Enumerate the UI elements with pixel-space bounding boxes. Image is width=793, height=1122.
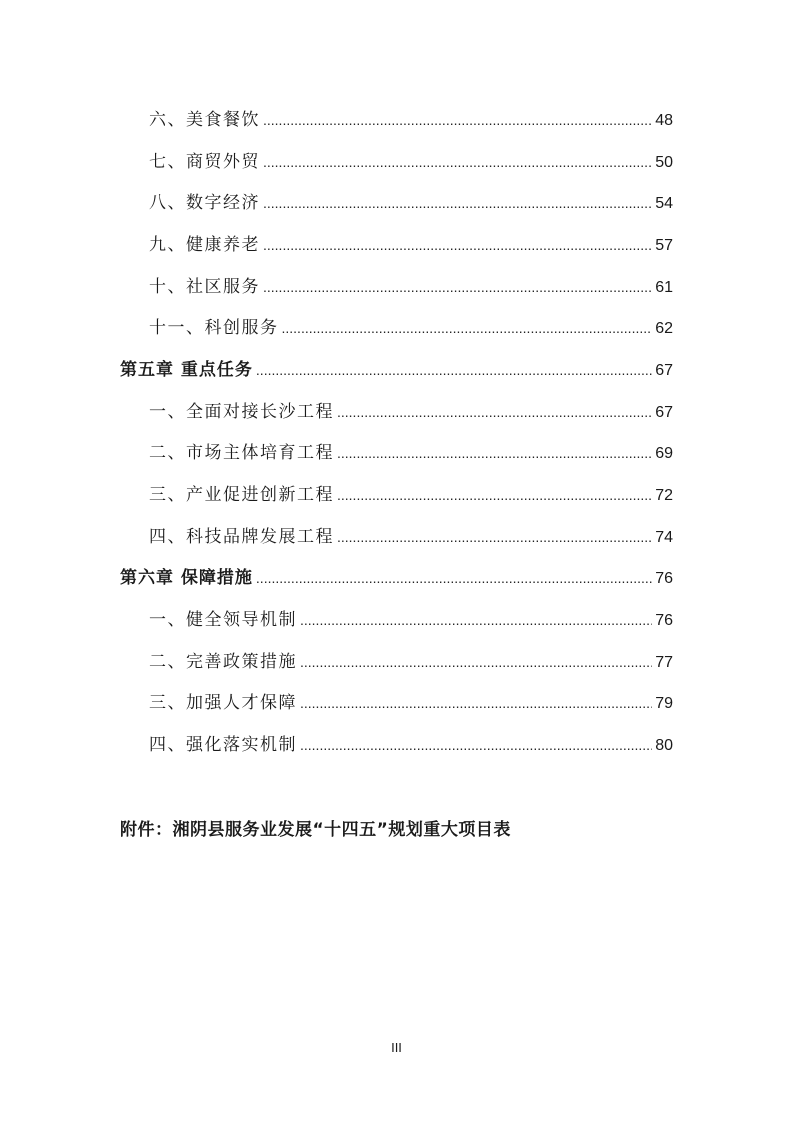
toc-dot-leader	[337, 487, 652, 503]
toc-entry-talent[interactable]	[149, 688, 673, 716]
toc-entry-health-elderly[interactable]	[149, 230, 673, 258]
toc-chapter-title: 第六章 保障措施	[120, 568, 253, 588]
toc-chapter-page: 76	[655, 570, 673, 587]
toc-entry-implementation[interactable]	[149, 730, 673, 758]
toc-entry-title: 十、社区服务	[149, 277, 260, 297]
toc-dot-leader	[300, 654, 652, 670]
toc-entry-page: 77	[655, 654, 673, 671]
toc-entry-commerce-trade[interactable]	[149, 147, 673, 175]
toc-dot-leader	[300, 737, 652, 753]
toc-entry-market-entity[interactable]	[149, 438, 673, 466]
toc-dot-leader	[300, 612, 652, 628]
toc-dot-leader	[337, 404, 652, 420]
toc-dot-leader	[337, 529, 652, 545]
toc-entry-page: 69	[655, 445, 673, 462]
toc-dot-leader	[263, 279, 652, 295]
toc-chapter-5[interactable]	[120, 355, 673, 383]
toc-dot-leader	[256, 570, 652, 586]
toc-entry-title: 三、加强人才保障	[149, 693, 297, 713]
attachment-title: 附件：湘阴县服务业发展“十四五”规划重大项目表	[120, 820, 511, 840]
toc-entry-digital-economy[interactable]	[149, 188, 673, 216]
toc-dot-leader	[263, 195, 652, 211]
toc-entry-title: 一、全面对接长沙工程	[149, 402, 334, 422]
toc-entry-industry-innovation[interactable]	[149, 480, 673, 508]
toc-entry-policy[interactable]	[149, 647, 673, 675]
toc-dot-leader	[282, 320, 653, 336]
toc-entry-page: 48	[655, 112, 673, 129]
toc-entry-page: 54	[655, 195, 673, 212]
toc-entry-connect-changsha[interactable]	[149, 397, 673, 425]
toc-entry-title: 二、完善政策措施	[149, 652, 297, 672]
toc-entry-page: 50	[655, 154, 673, 171]
toc-entry-page: 57	[655, 237, 673, 254]
toc-entry-title: 一、健全领导机制	[149, 610, 297, 630]
toc-dot-leader	[263, 154, 652, 170]
toc-entry-leadership[interactable]	[149, 605, 673, 633]
toc-entry-title: 八、数字经济	[149, 193, 260, 213]
toc-entry-innovation-service[interactable]	[149, 313, 673, 341]
toc-entry-food-catering[interactable]	[149, 105, 673, 133]
toc-entry-page: 74	[655, 529, 673, 546]
toc-entry-page: 61	[655, 279, 673, 296]
toc-entry-tech-brand[interactable]	[149, 522, 673, 550]
toc-entry-title: 四、科技品牌发展工程	[149, 527, 334, 547]
toc-entry-page: 67	[655, 404, 673, 421]
toc-entry-page: 62	[655, 320, 673, 337]
toc-chapter-page: 67	[655, 362, 673, 379]
toc-entry-page: 79	[655, 695, 673, 712]
toc-dot-leader	[337, 445, 652, 461]
toc-entry-title: 六、美食餐饮	[149, 110, 260, 130]
toc-entry-community-service[interactable]	[149, 272, 673, 300]
toc-entry-title: 四、强化落实机制	[149, 735, 297, 755]
toc-entry-page: 76	[655, 612, 673, 629]
toc-entry-title: 二、市场主体培育工程	[149, 443, 334, 463]
toc-entry-title: 七、商贸外贸	[149, 152, 260, 172]
toc-entry-page: 72	[655, 487, 673, 504]
toc-dot-leader	[263, 112, 652, 128]
page-number: III	[391, 1040, 402, 1055]
toc-entry-page: 80	[655, 737, 673, 754]
toc-entry-title: 九、健康养老	[149, 235, 260, 255]
toc-chapter-title: 第五章 重点任务	[120, 360, 253, 380]
toc-dot-leader	[263, 237, 652, 253]
toc-entry-title: 十一、科创服务	[149, 318, 279, 338]
toc-entry-title: 三、产业促进创新工程	[149, 485, 334, 505]
toc-chapter-6[interactable]	[120, 563, 673, 591]
toc-dot-leader	[256, 362, 652, 378]
toc-dot-leader	[300, 695, 652, 711]
